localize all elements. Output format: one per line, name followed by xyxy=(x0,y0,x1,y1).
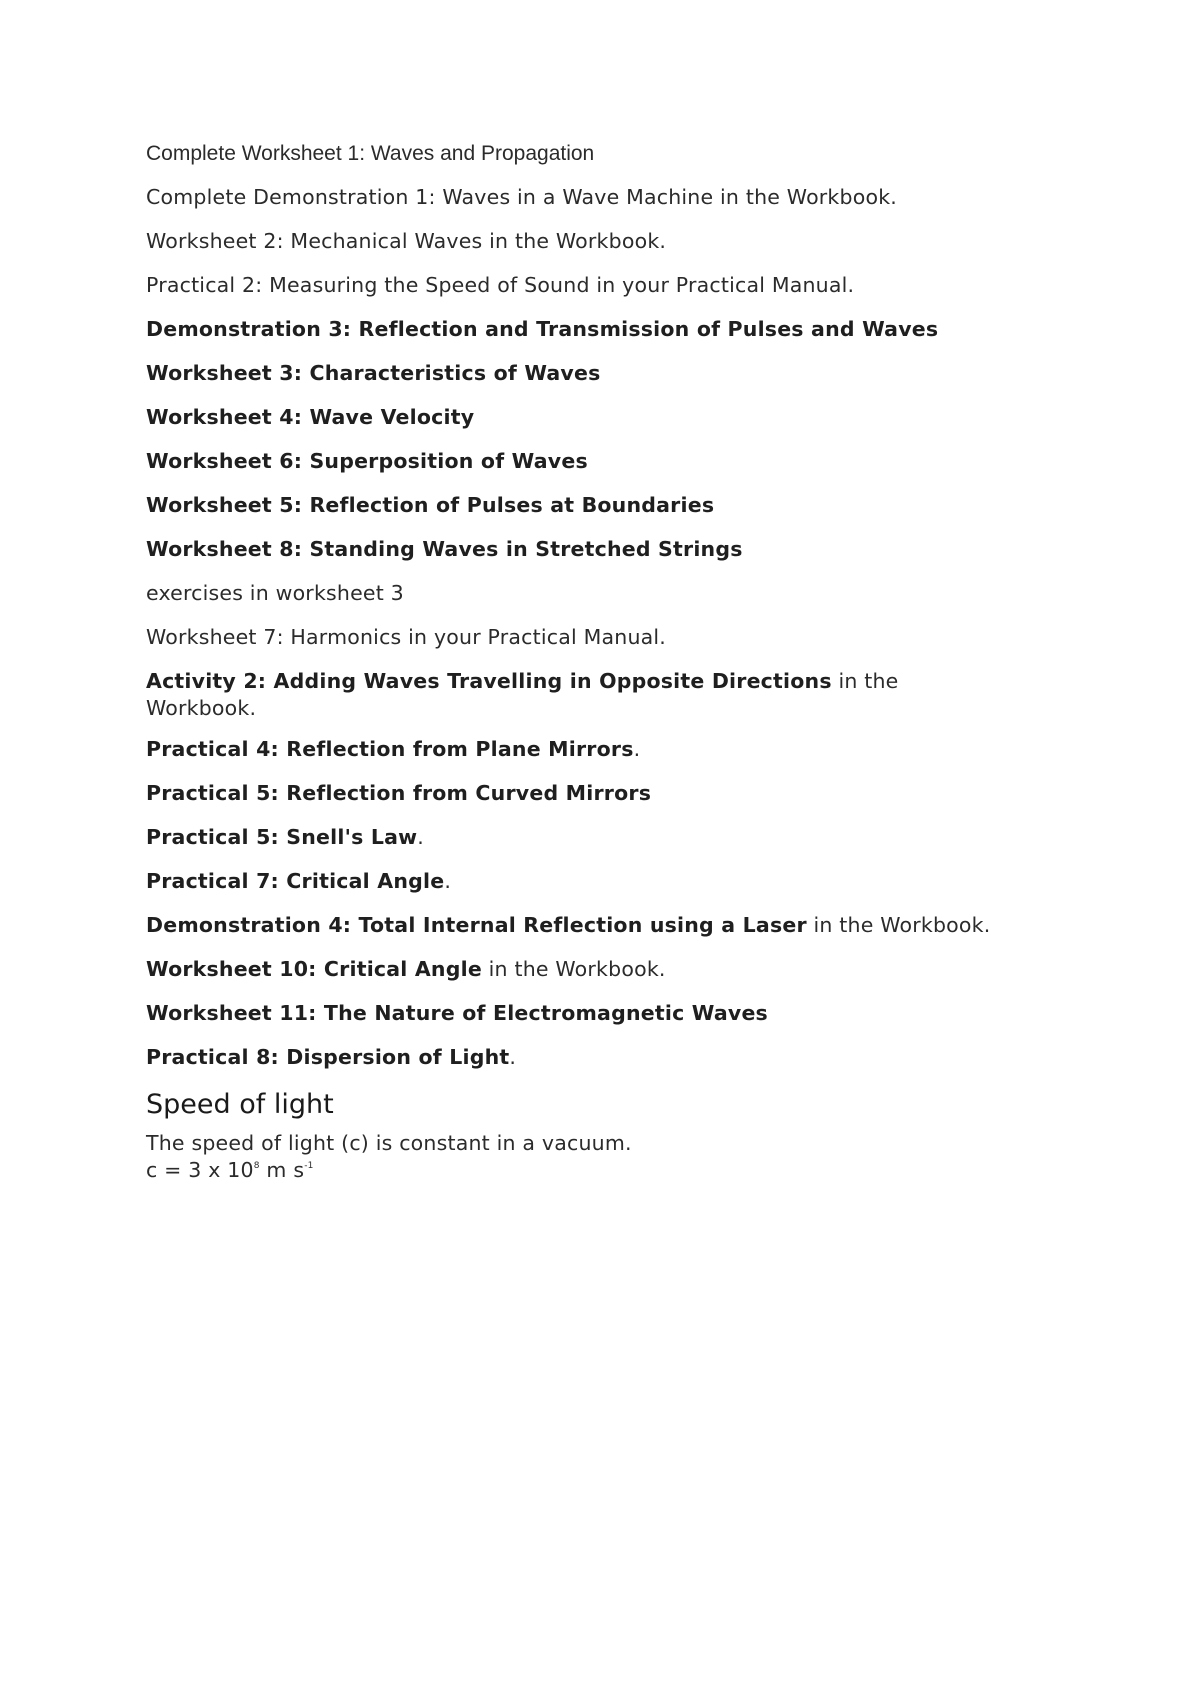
speed-of-light-formula xyxy=(146,1157,1106,1184)
line-text: Practical 2: Measuring the Speed of Sound in your Practical Manual. xyxy=(146,273,855,297)
doc-line xyxy=(146,316,1106,343)
section-text: The speed of light (c) is constant in a vacuum. xyxy=(146,1131,632,1155)
line-bold-text: Worksheet 3: Characteristics of Waves xyxy=(146,361,601,385)
line-bold-text: Practical 7: Critical Angle xyxy=(146,869,445,893)
section-heading: Speed of light xyxy=(146,1089,334,1120)
doc-line xyxy=(146,956,1106,983)
doc-line xyxy=(146,624,1106,651)
line-bold-text: Demonstration 3: Reflection and Transmission of Pulses and Waves xyxy=(146,317,939,341)
line-text: Complete Demonstration 1: Waves in a Wave Machine in the Workbook. xyxy=(146,185,897,209)
line-text: . xyxy=(417,825,424,849)
formula-base: c = 3 x 10 xyxy=(146,1158,254,1182)
line-text: Worksheet 2: Mechanical Waves in the Workbook. xyxy=(146,229,667,253)
line-bold-text: Practical 5: Snell's Law xyxy=(146,825,418,849)
doc-line xyxy=(146,736,1106,763)
doc-line xyxy=(146,868,1106,895)
doc-line xyxy=(146,912,1106,939)
doc-line xyxy=(146,492,1106,519)
doc-line xyxy=(146,360,1106,387)
formula-unit-exponent: -1 xyxy=(304,1161,314,1171)
line-bold-text: Activity 2: Adding Waves Travelling in Opposite Directions xyxy=(146,669,832,693)
doc-line xyxy=(146,780,1106,807)
doc-line xyxy=(146,228,1106,255)
doc-line xyxy=(146,184,1106,211)
document-page xyxy=(146,140,1106,1184)
line-text: . xyxy=(633,737,641,761)
line-text: in the Workbook. xyxy=(806,913,991,937)
line-bold-text: Practical 4: Reflection from Plane Mirrors xyxy=(146,737,634,761)
line-text: in the Workbook. xyxy=(146,669,899,720)
doc-line xyxy=(146,140,1106,167)
doc-line xyxy=(146,1000,1106,1027)
line-bold-text: Worksheet 4: Wave Velocity xyxy=(146,405,475,429)
line-bold-text: Worksheet 10: Critical Angle xyxy=(146,957,482,981)
line-bold-text: Worksheet 11: The Nature of Electromagnetic Waves xyxy=(146,1001,768,1025)
doc-line xyxy=(146,824,1106,851)
doc-line xyxy=(146,580,1106,607)
line-bold-text: Practical 8: Dispersion of Light xyxy=(146,1045,510,1069)
doc-line xyxy=(146,272,1106,299)
line-text: in the Workbook. xyxy=(481,957,666,981)
doc-line xyxy=(146,668,966,722)
doc-line xyxy=(146,448,1106,475)
doc-line xyxy=(146,404,1106,431)
line-text: . xyxy=(444,869,452,893)
line-bold-text: Worksheet 6: Superposition of Waves xyxy=(146,449,588,473)
line-bold-text: Worksheet 8: Standing Waves in Stretched Strings xyxy=(146,537,743,561)
line-text: . xyxy=(509,1045,517,1069)
doc-line xyxy=(146,536,1106,563)
doc-line xyxy=(146,1044,1106,1071)
formula-unit: m s xyxy=(259,1158,305,1182)
line-text: Worksheet 7: Harmonics in your Practical Manual. xyxy=(146,625,667,649)
line-bold-text: Practical 5: Reflection from Curved Mirrors xyxy=(146,781,652,805)
line-bold-text: Worksheet 5: Reflection of Pulses at Boundaries xyxy=(146,493,715,517)
line-bold-text: Demonstration 4: Total Internal Reflection using a Laser xyxy=(146,913,807,937)
line-text: exercises in worksheet 3 xyxy=(146,581,404,605)
line-text: Complete Worksheet 1: Waves and Propagation xyxy=(146,142,595,165)
formula-exponent: 8 xyxy=(253,1161,260,1171)
